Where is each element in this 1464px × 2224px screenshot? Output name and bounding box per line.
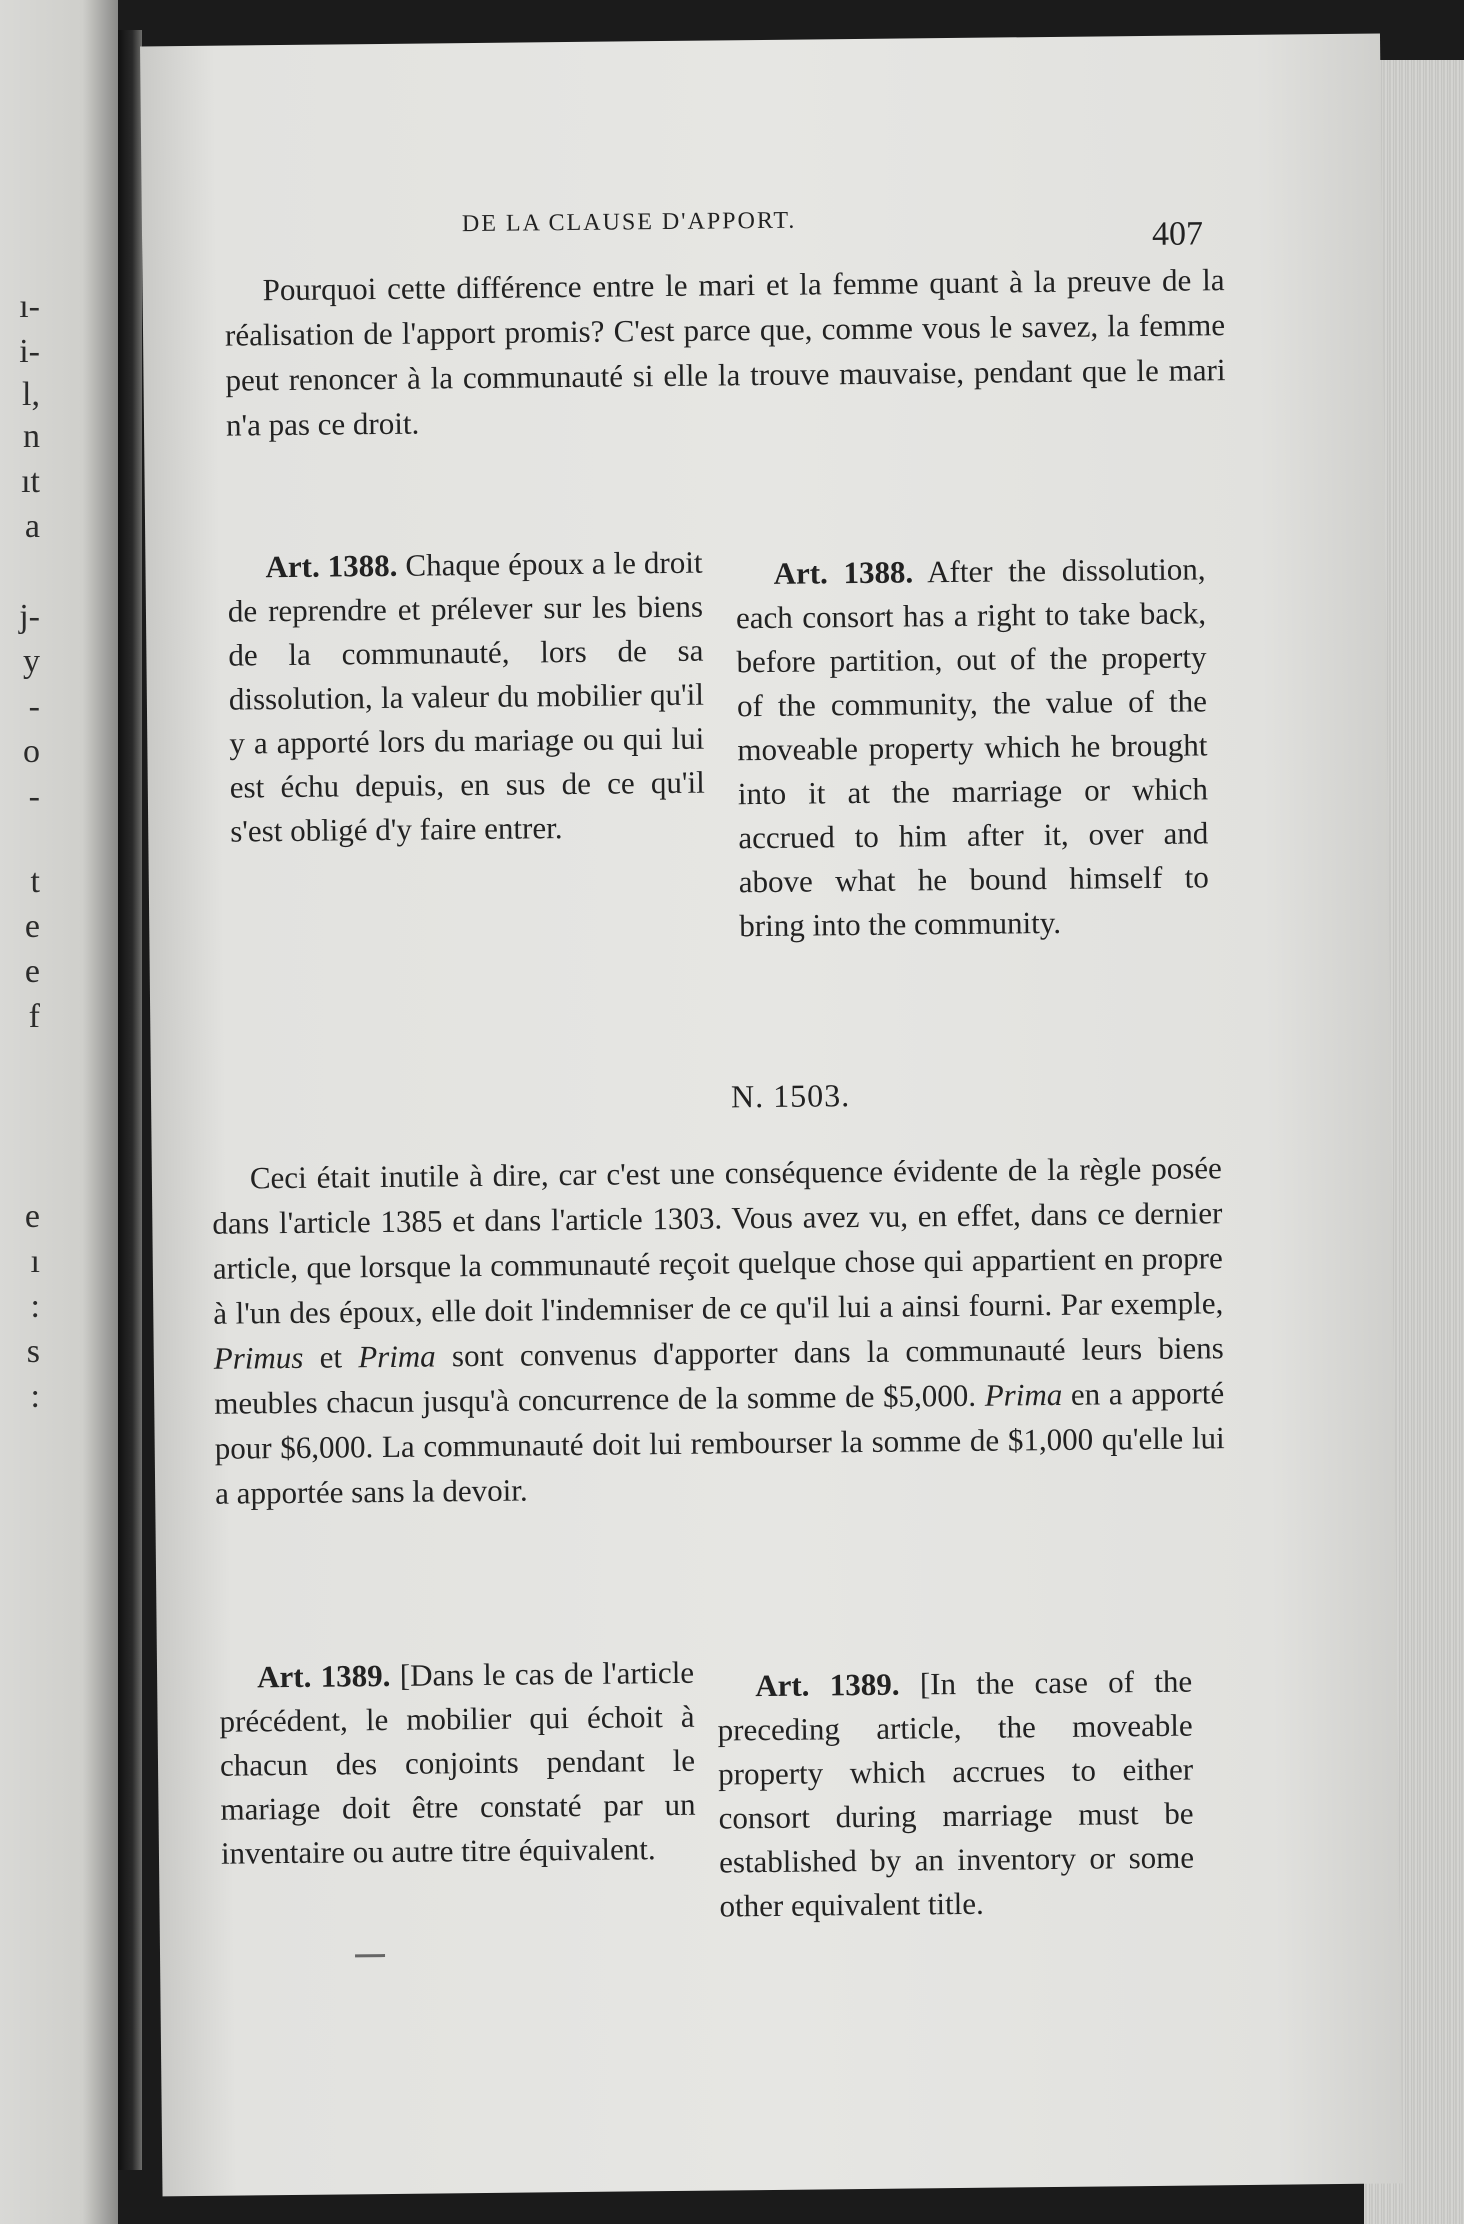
article-label: Art. 1389. (256, 1657, 391, 1695)
article-1389-english (717, 1660, 1195, 1929)
article-text: [In the case of the preceding article, the moveable property which accrues to either consort during marriage must be established by an inventory or some other equivalent title. (717, 1663, 1195, 1924)
name-primus: Primus (213, 1339, 304, 1376)
facing-page-text: e (24, 908, 40, 945)
article-text: After the dissolution, each consort has a right to take back, before partition, out of the property of the community, the value of the moveable property which he brought into it at the marriage or which accrued to him after it, over and above what he bound himself to bring into the community. (735, 551, 1209, 944)
commentary-paragraph (212, 1145, 1226, 1516)
book-page (140, 34, 1402, 2197)
facing-page-text: : (30, 1378, 40, 1415)
facing-page-text: i- (19, 333, 40, 370)
article-label: Art. 1388. (773, 554, 914, 591)
article-text: Chaque époux a le droit de reprendre et prélever sur les biens de la communauté, lors de sa dissolution, la valeur du mobilier qu'il y a apporté lors du mariage ou qui lui est échu depuis, en sus de ce qu'il s'est obligé d'y faire entrer. (227, 544, 705, 849)
facing-page-fragment (0, 0, 118, 2224)
ink-mark (355, 1954, 385, 1957)
facing-page-text: t (30, 863, 40, 900)
facing-page-text: e (24, 1198, 40, 1235)
page-number: 407 (1151, 215, 1204, 253)
facing-page-text: a (24, 508, 40, 545)
article-text: [Dans le cas de l'article précédent, le mobilier qui échoit à chacun des conjoints pendant le mariage doit être constaté par un inventaire ou autre titre équivalent. (219, 1654, 696, 1871)
facing-page-text: j- (19, 598, 40, 635)
facing-page-text: - (28, 778, 40, 815)
facing-page-text: o (23, 733, 40, 770)
commentary-text: et (303, 1339, 359, 1375)
page-content (140, 34, 1402, 2197)
intro-paragraph: Pourquoi cette différence entre le mari et la femme quant à la preuve de la réalisation de l'apport promis? C'est parce que, comme vous le savez, la femme peut renoncer à la communauté si elle la trouve mauvaise, pendant que le mari n'a pas ce droit. (224, 262, 1226, 443)
commentary-text: en a apporté pour $6,000. La communauté doit lui rembourser la somme de $1,000 qu'elle lui a apportée sans la devoir. (214, 1375, 1225, 1511)
facing-page-text: e (24, 953, 40, 990)
article-label: Art. 1389. (755, 1666, 900, 1704)
commentary-text: sont convenus d'apporter dans la communauté leurs biens meubles chacun jusqu'à concurrence de la somme de $5,000. (214, 1330, 1224, 1421)
facing-page-text: l, (22, 376, 40, 413)
name-prima: Prima (358, 1338, 436, 1375)
article-1388-english (735, 547, 1209, 948)
running-head: DE LA CLAUSE D'APPORT. (461, 207, 797, 238)
facing-page-text: ıt (21, 463, 40, 500)
facing-page-text: - (28, 688, 40, 725)
facing-page-text: n (23, 418, 40, 455)
facing-page-text: : (30, 1288, 40, 1325)
facing-page-text: ı- (19, 288, 40, 325)
commentary-text: Ceci était inutile à dire, car c'est une conséquence évidente de la règle posée dans l'article 1385 et dans l'article 1303. Vous avez vu, en effet, dans ce dernier article, que lorsque la communauté reçoit quelque chose qui appartient en propre à l'un des époux, elle doit l'indemniser de ce qu'il lui a ainsi fourni. Par exemple, (212, 1150, 1224, 1331)
book-gutter (118, 30, 142, 2170)
article-1388-french (227, 541, 705, 854)
article-1389-french (219, 1651, 696, 1876)
facing-page-text: f (28, 998, 40, 1035)
section-heading: N. 1503. (730, 1077, 851, 1115)
name-prima: Prima (984, 1376, 1063, 1413)
facing-page-text: s (26, 1333, 40, 1370)
article-label: Art. 1388. (265, 547, 398, 585)
facing-page-text: y (23, 643, 40, 680)
facing-page-text: ı (30, 1243, 40, 1280)
